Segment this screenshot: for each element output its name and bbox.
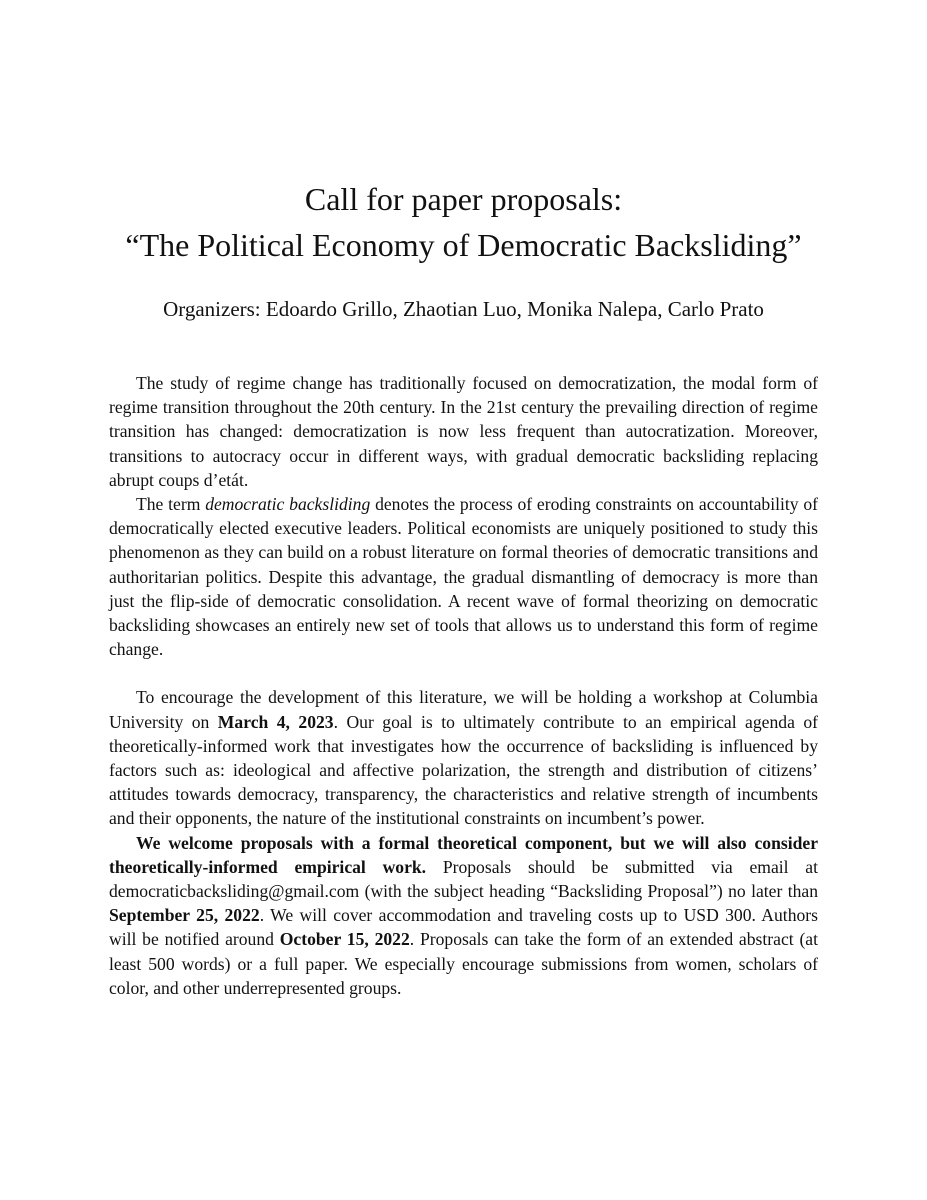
paragraph-4-strong: We welcome proposals with a formal theoretical component, but we will also consider theoretically-informed empirical work.: [109, 832, 818, 877]
body-text: [109, 371, 818, 1000]
paragraph-4-text-c: . Proposals can take the form of an extended abstract (at least 500 words) or a full paper. We especially encourage submissions from women, scholars of color, and other underrepresented groups.: [109, 929, 818, 998]
paragraph-3-text-a: To encourage the development of this literature, we will be holding a workshop at Columbia University on: [109, 687, 818, 732]
paragraph-4-text-b: . We will cover accommodation and traveling costs up to USD 300. Authors will be notified around: [109, 905, 818, 950]
paragraph-2-text-a: The term: [136, 494, 206, 515]
paragraph-4-text-a: Proposals should be submitted via email at democraticbacksliding@gmail.com (with the subject heading “Backsliding Proposal”) no later than: [109, 856, 818, 902]
paragraph-2-text-b: denotes the process of eroding constraints on accountability of democratically elected executive leaders. Political economists are uniquely positioned to study this phenomenon as they can build on a robust literature on formal theories of democratic transitions and authoritarian politics. Despite this advantage, the gradual dismantling of democracy is more than just the flip-side of democratic consolidation. A recent wave of formal theorizing on democratic backsliding showcases an entirely new set of tools that allows us to understand this form of regime change.: [109, 494, 818, 660]
organizers-line: Organizers: Edoardo Grillo, Zhaotian Luo, Monika Nalepa, Carlo Prato: [163, 297, 764, 321]
title-line-2: “The Political Economy of Democratic Backsliding”: [125, 227, 802, 263]
paragraph-3: [109, 685, 818, 830]
title-block: [0, 176, 927, 268]
workshop-date: March 4, 2023: [217, 711, 334, 732]
title-line-1: Call for paper proposals:: [304, 181, 623, 217]
paragraph-2-emphasis: democratic backsliding: [205, 494, 371, 515]
paragraph-3-text-b: . Our goal is to ultimately contribute to an empirical agenda of theoretically-informed work that investigates how the occurrence of backsliding is influenced by factors such as: ideological and affective polarization, the strength and distribution of citizens’ attitudes towards democracy, transparency, the characteristics and relative strength of incumbents and their opponents, the nature of the institutional constraints on incumbent’s power.: [109, 711, 818, 829]
submission-deadline: September 25, 2022: [109, 905, 260, 926]
notification-date: October 15, 2022: [279, 929, 410, 950]
paragraph-1: The study of regime change has traditionally focused on democratization, the modal form of regime transition throughout the 20th century. In the 21st century the prevailing direction of regime transition has changed: democratization is now less frequent than autocratization. Moreover, transitions to autocracy occur in different ways, with gradual democratic backsliding replacing abrupt coups d’etát.: [109, 373, 818, 490]
paragraph-2: [109, 492, 818, 661]
paragraph-4: [109, 831, 818, 1000]
